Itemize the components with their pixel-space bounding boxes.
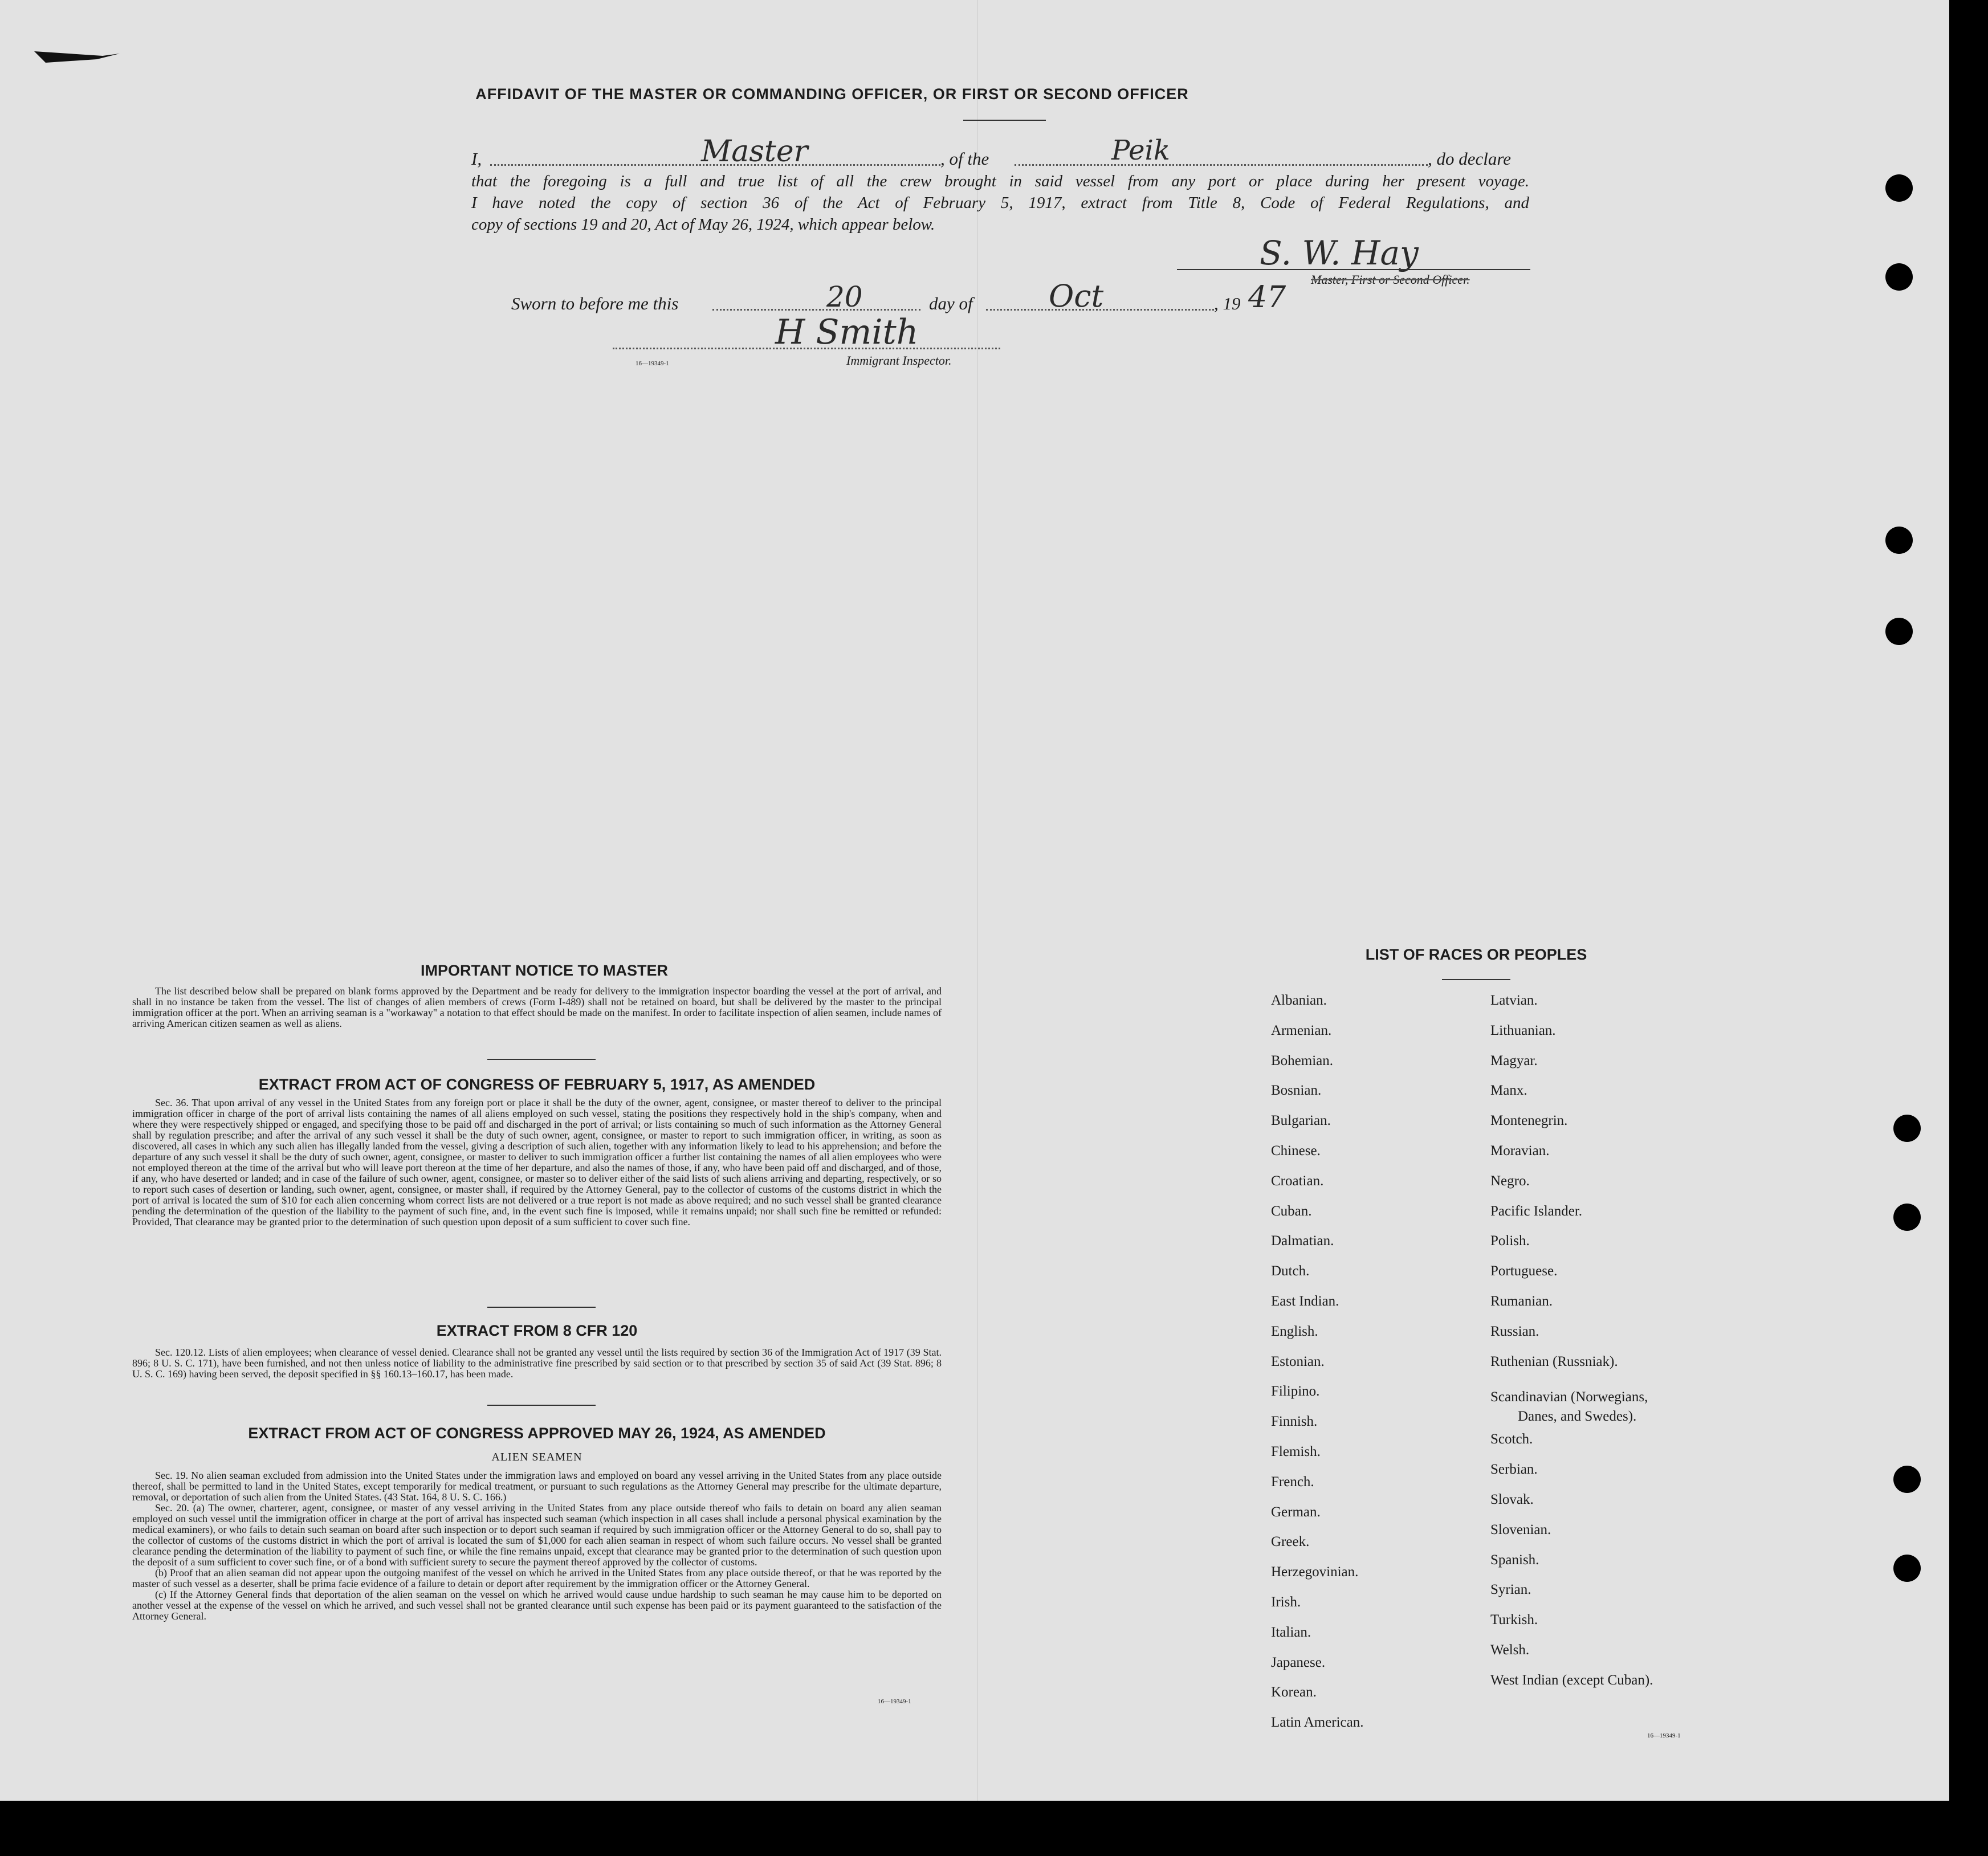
extract-1924-subtitle: ALIEN SEAMEN (491, 1451, 582, 1463)
extract-1917-rule (487, 1307, 596, 1308)
race-item: Flemish. (1271, 1443, 1321, 1459)
race-item: Ruthenian (Russniak). (1490, 1353, 1618, 1369)
race-item: Magyar. (1490, 1053, 1538, 1068)
year-prefix: , 19 (1214, 293, 1241, 313)
race-item: Serbian. (1490, 1462, 1538, 1478)
punch-hole-7 (1893, 1466, 1921, 1493)
races-title-rule (1442, 979, 1510, 980)
day-handwritten: 20 (826, 280, 863, 313)
title-rule (963, 120, 1046, 121)
extract-1924-sec20a: Sec. 20. (a) The owner, charterer, agent, consignee, or master of any vessel arriving in the United States from any place outside thereof who fails to detain on board any alien seaman employed on such vessel until the immigration officer in charge at the port of arrival has inspected such seaman (which inspection in all cases shall include a personal physical examination by the medical examiners), or who fails to detain such seaman on board after such inspection or to deport such seaman if required by such immigration officer or the Attorney General to do so, shall pay to the collector of customs of the customs district in which the port of arrival is located the sum of $1,000 for each alien seaman in respect of whom such failure occurs. No vessel shall be granted clearance pending the determination of the liability to payment of such fine, or while the fine remains unpaid, except that clearance may be granted prior to the determination of such question upon the deposit of a sum sufficient to cover such fine, or of a bond with sufficient surety to secure the payment thereof approved by the collector of customs. (132, 1502, 942, 1568)
races-title: LIST OF RACES OR PEOPLES (1365, 946, 1587, 963)
race-item: Polish. (1490, 1233, 1530, 1249)
race-item: Bulgarian. (1271, 1113, 1331, 1129)
extract-cfr-title: EXTRACT FROM 8 CFR 120 (436, 1322, 638, 1339)
race-item: West Indian (except Cuban). (1490, 1672, 1653, 1688)
inspector-signature: H Smith (775, 312, 919, 352)
month-handwritten: Oct (1049, 278, 1104, 314)
race-item: Armenian. (1271, 1022, 1332, 1038)
race-item: Latvian. (1490, 993, 1538, 1008)
race-item: Danes, and Swedes). (1518, 1409, 1637, 1425)
race-item: Scandinavian (Norwegians, (1490, 1389, 1648, 1405)
year-handwritten: 47 (1248, 280, 1286, 315)
of-the-label: , of the (940, 149, 989, 169)
extract-1924-sec20c: (c) If the Attorney General finds that deportation of the alien seaman on the vessel on which he arrived would cause undue hardship to such seaman he may cause him to be deported on another vessel at the expense of the vessel on which he arrived, and such vessel shall not be granted clearance until such expense has been paid or its payment guaranteed to the satisfaction of the Attorney General. (132, 1589, 942, 1622)
race-item: Filipino. (1271, 1384, 1320, 1400)
race-item: French. (1271, 1474, 1314, 1490)
name-handwritten: Master (701, 134, 808, 169)
punch-hole-1 (1885, 174, 1913, 202)
signature-caption: Master, First or Second Officer. (1311, 272, 1470, 287)
master-signature: S. W. Hay (1260, 234, 1419, 272)
race-item: Slovak. (1490, 1491, 1534, 1507)
vessel-blank (1015, 164, 1428, 166)
notice-text: The list described below shall be prepared on blank forms approved by the Department and be ready for delivery to the immigration inspector boarding the vessel at the port of arrival, and shall in no instance be taken from the vessel. The list of changes of alien members of crews (Form I-489) shall not be retained on board, but shall be delivered by the master to the principal immigration officer at the port. When an arriving seaman is a "workaway" a notation to that effect should be made on the manifest. In order to facilitate inspection of alien seamen, include names of arriving American citizen seamen as well as aliens. (132, 985, 942, 1029)
race-item: Albanian. (1271, 993, 1327, 1008)
affidavit-form-number: 16—19349-1 (635, 360, 669, 367)
race-item: Japanese. (1271, 1654, 1326, 1670)
race-item: Spanish. (1490, 1552, 1539, 1568)
races-column-1 (1271, 993, 1488, 1745)
extract-cfr-text: Sec. 120.12. Lists of alien employees; when clearance of vessel denied. Clearance shall not be granted any vessel until the lists required by section 36 of the Immigration Act of 1917 (39 Stat. 896; 8 U. S. C. 171), have been furnished, and not then unless notice of liability to the administrative fine prescribed by said section or to that prescribed by section 35 of said Act (39 Stat. 896; 8 U. S. C. 169) having been served, the deposit specified in §§ 160.13–160.17, has been made. (132, 1347, 942, 1380)
race-item: Finnish. (1271, 1414, 1318, 1430)
vessel-handwritten: Peik (1111, 134, 1170, 166)
extract-1924-title: EXTRACT FROM ACT OF CONGRESS APPROVED MAY 26, 1924, AS AMENDED (248, 1425, 826, 1442)
extract-cfr-rule (487, 1405, 596, 1406)
notice-title: IMPORTANT NOTICE TO MASTER (421, 962, 668, 979)
extract-form-number: 16—19349-1 (878, 1698, 911, 1705)
race-item: Montenegrin. (1490, 1113, 1568, 1129)
race-item: Latin American. (1271, 1715, 1364, 1731)
day-of-label: day of (929, 293, 973, 313)
race-item: Rumanian. (1490, 1293, 1553, 1309)
race-item: Lithuanian. (1490, 1022, 1556, 1038)
punch-hole-3 (1885, 527, 1913, 554)
race-item: Bohemian. (1271, 1053, 1334, 1068)
extract-1924-sec19: Sec. 19. No alien seaman excluded from admission into the United States under the immigration laws and employed on board any vessel arriving in the United States from any place outside thereof, shall be permitted to land in the United States, except temporarily for medical treatment, or pursuant to such regulations as the Attorney General may prescribe for the ultimate departure, removal, or deportation of such alien from the United States. (43 Stat. 164, 8 U. S. C. 166.) (132, 1470, 942, 1503)
affidavit-title: AFFIDAVIT OF THE MASTER OR COMMANDING OFFICER, OR FIRST OR SECOND OFFICER (475, 85, 1189, 103)
race-item: Estonian. (1271, 1353, 1325, 1369)
race-item: Syrian. (1490, 1582, 1531, 1598)
race-item: Irish. (1271, 1594, 1301, 1610)
race-item: Croatian. (1271, 1173, 1324, 1189)
inspector-caption: Immigrant Inspector. (846, 353, 952, 368)
extract-1924-sec20b: (b) Proof that an alien seaman did not appear upon the outgoing manifest of the vessel on which he arrived in the United States from any place outside thereof, or that he was reported by the master of such vessel as a deserter, shall be prima facie evidence of a failure to detain or deport after requirement by the immigration officer or the Attorney General. (132, 1567, 942, 1589)
race-item: English. (1271, 1323, 1318, 1339)
race-item: Dalmatian. (1271, 1233, 1334, 1249)
race-item: Welsh. (1490, 1642, 1530, 1658)
races-form-number: 16—19349-1 (1647, 1732, 1681, 1739)
extract-1917-text: Sec. 36. That upon arrival of any vessel in the United States from any foreign port or place it shall be the duty of the owner, agent, consignee, or master thereof to deliver to the principal immigration officer in charge of the port of arrival lists containing the names of all aliens employed on such vessel, stating the positions they respectively hold in the ship's company, when and where they were respectively shipped or engaged, and specifying those to be paid off and discharged in the port of arrival; or lists containing so much of such information as the Attorney General shall by regulation prescribe; and after the arrival of any such vessel it shall be the duty of such owner, agent, consignee, or master to report to such immigration officer, in writing, as soon as discovered, all cases in which any such alien has illegally landed from the vessel, giving a description of such alien, together with any information likely to lead to his apprehension; and before the departure of any such vessel it shall be the duty of such owner, agent, consignee, or master to deliver to such immigration officer a further list containing the names of all alien employees who were not employed thereon at the time of the arrival but who will leave port thereon at the time of her departure, and also the names of those, if any, who have been paid off and discharged, and of those, if any, who have deserted or landed; and in case of the failure of such owner, agent, consignee, or master so to deliver either of the said lists of such aliens arriving and departing, respectively, or so to report such cases of desertion or landing, such owner, agent, consignee, or master shall, if required by the Attorney General, pay to the collector of customs of the customs district in which the port of arrival is located the sum of $10 for each alien concerning whom correct lists are not delivered or a true report is not made as above required; and no such vessel shall be granted clearance pending the determination of the question of the liability to the payment of such fine, and, in the event such fine is imposed, while it remains unpaid; nor shall such fine be remitted or refunded: Provided, That clearance may be granted prior to the determination of such question upon deposit of a sum sufficient to cover such fine. (132, 1097, 942, 1227)
race-item: Russian. (1490, 1323, 1539, 1339)
race-item: Italian. (1271, 1624, 1311, 1640)
race-item: Slovenian. (1490, 1521, 1551, 1537)
torn-corner-mark (34, 40, 120, 68)
race-item: Portuguese. (1490, 1263, 1558, 1279)
page-fold (977, 0, 978, 1801)
extract-1917-title: EXTRACT FROM ACT OF CONGRESS OF FEBRUARY 5, 1917, AS AMENDED (258, 1076, 816, 1093)
race-item: Dutch. (1271, 1263, 1310, 1279)
race-item: Manx. (1490, 1083, 1527, 1099)
punch-hole-2 (1885, 263, 1913, 291)
day-blank (712, 309, 920, 311)
do-declare-label: , do declare (1428, 149, 1512, 169)
race-item: Korean. (1271, 1684, 1317, 1700)
race-item: Chinese. (1271, 1143, 1321, 1159)
race-item: Pacific Islander. (1490, 1203, 1583, 1219)
affidavit-line-2: that the foregoing is a full and true list of all the crew brought in said vessel from any port or place during her present voyage. (471, 172, 1529, 190)
punch-hole-4 (1885, 618, 1913, 645)
race-item: Scotch. (1490, 1431, 1533, 1447)
affidavit-i-label: I, (471, 149, 482, 169)
affidavit-line-4: copy of sections 19 and 20, Act of May 26, 1924, which appear below. (471, 215, 935, 234)
race-item: Negro. (1490, 1173, 1530, 1189)
punch-hole-5 (1893, 1115, 1921, 1142)
race-item: Cuban. (1271, 1203, 1312, 1219)
race-item: Herzegovinian. (1271, 1564, 1359, 1580)
races-column-2 (1490, 993, 1810, 1703)
race-item: Turkish. (1490, 1612, 1538, 1628)
signature-rule (1177, 269, 1530, 270)
punch-hole-8 (1893, 1555, 1921, 1582)
race-item: Greek. (1271, 1534, 1310, 1550)
race-item: East Indian. (1271, 1293, 1339, 1309)
affidavit-line-3: I have noted the copy of section 36 of the Act of February 5, 1917, extract from Title 8, Code of Federal Regulations, and (471, 194, 1529, 212)
punch-hole-6 (1893, 1204, 1921, 1231)
race-item: Bosnian. (1271, 1083, 1322, 1099)
notice-rule (487, 1059, 596, 1060)
inspector-blank (613, 348, 1000, 349)
race-item: Moravian. (1490, 1143, 1550, 1159)
race-item: German. (1271, 1504, 1321, 1520)
sworn-label: Sworn to before me this (511, 293, 679, 313)
extract-1924-body (132, 1470, 942, 1622)
